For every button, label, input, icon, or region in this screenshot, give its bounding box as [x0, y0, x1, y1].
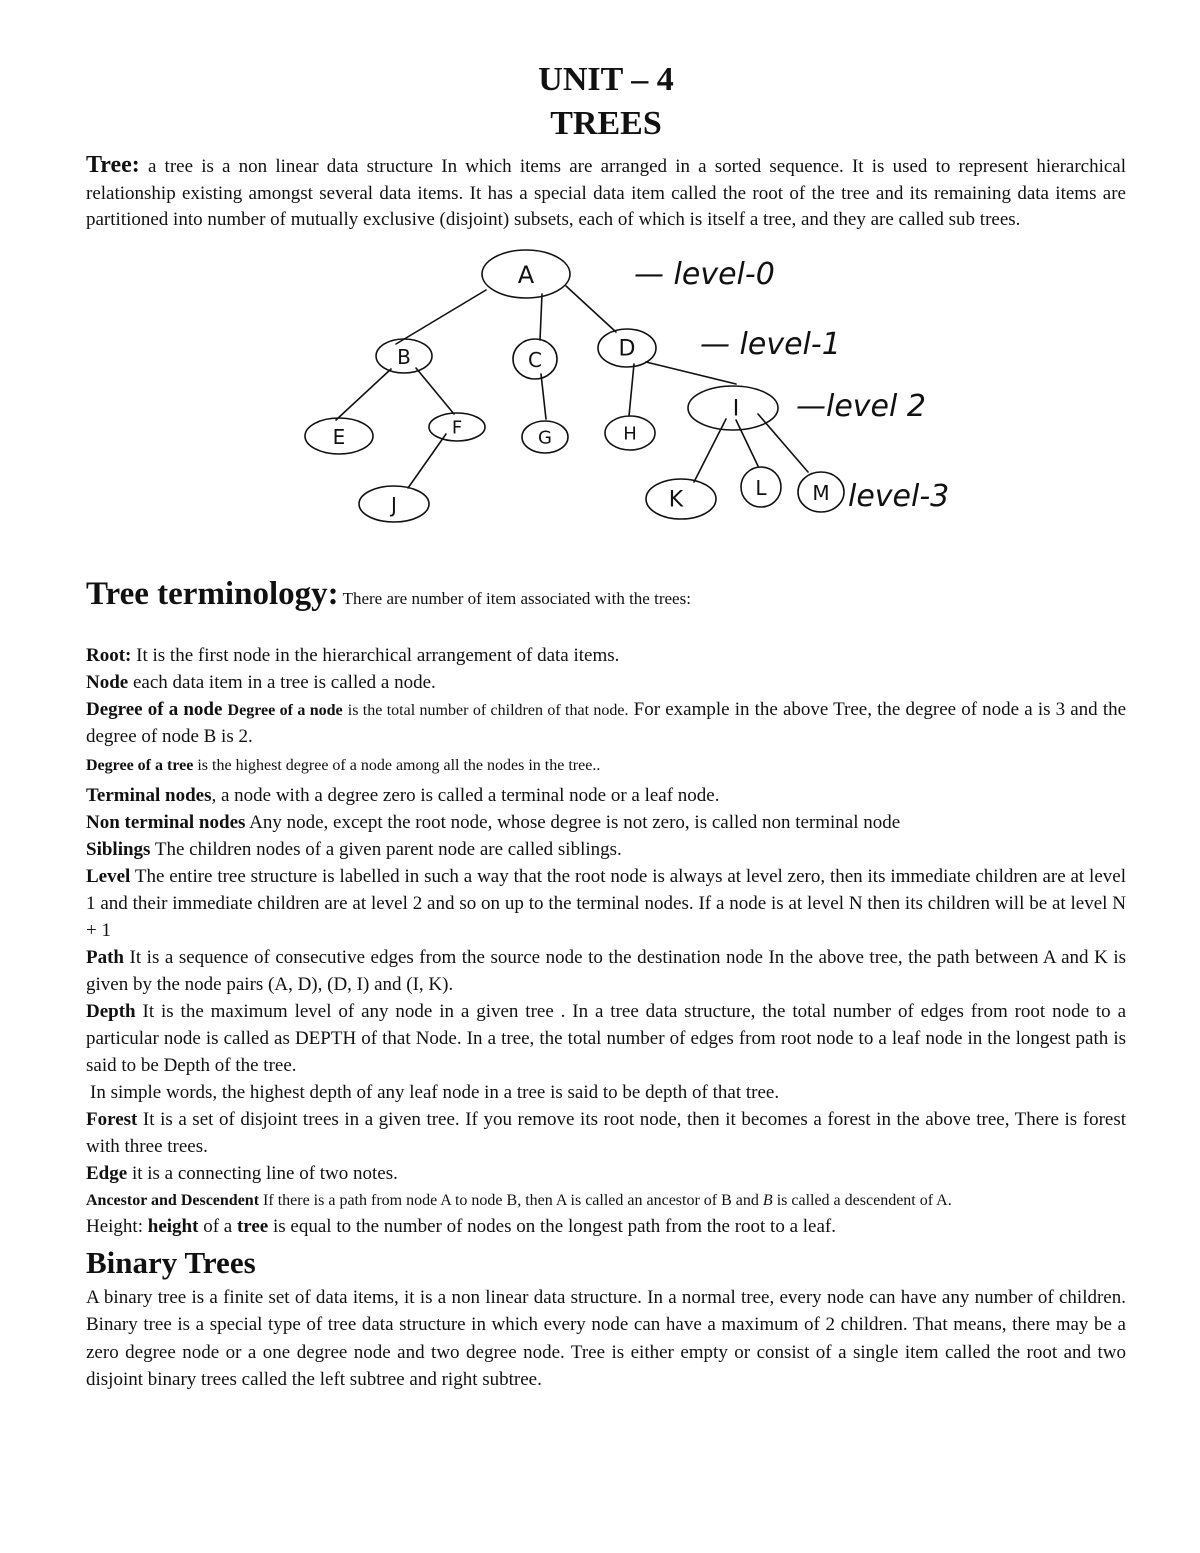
def-depth-term: Depth [86, 1000, 136, 1022]
def-root-text: It is the first node in the hierarchical arrangement of data items. [136, 644, 620, 666]
def-depth-note: In simple words, the highest depth of any leaf node in a tree is said to be depth of that tree. [90, 1081, 780, 1103]
def-root-term: Root: [86, 644, 132, 666]
def-non-terminal-text: Any node, except the root node, whose degree is not zero, is called non terminal node [249, 811, 901, 833]
def-path-text: It is a sequence of consecutive edges from the source node to the destination node In the above tree, the path between A and K is given by the node pairs (A, D), (D, I) and (I, K). [86, 946, 1126, 995]
tree-label: Tree: [86, 152, 140, 178]
def-degree-tree-text: is the highest degree of a node among all the nodes in the tree.. [197, 756, 601, 774]
terminology-list [86, 642, 1126, 1240]
def-node-term: Node [86, 671, 129, 693]
level-1-label: — level-1 [700, 326, 841, 362]
def-siblings-term: Siblings [86, 838, 151, 860]
def-ancestor-text-a: If there is a path from node A to node B, then A is called an ancestor of B and [263, 1191, 759, 1209]
edge-f-j [408, 434, 446, 488]
topic-title: TREES [550, 105, 662, 142]
def-terminal-term: Terminal nodes [86, 784, 212, 806]
edge-b-f [416, 368, 454, 414]
edge-a-b [396, 290, 486, 344]
binary-trees-text: A binary tree is a finite set of data items, it is a non linear data structure. In a normal tree, every node can have any number of children. Binary tree is a special type of tree data structure in which every node can have a maximum of 2 children. That means, there may be a zero degree node or a one degree node and two degree node. Tree is either empty or consist of a single item called the root and two disjoint binary trees called the left subtree and right subtree. [86, 1286, 1126, 1390]
def-terminal [86, 782, 1126, 809]
node-e-label: E [332, 424, 346, 449]
level-2-label: —level 2 [796, 388, 926, 424]
tree-definition-text: a tree is a non linear data structure In which items are arranged in a sorted sequence. It is used to represent hierarchical relationship existing amongst several data items. It has a special data item called the root of the tree and its remaining data items are partitioned into number of mutually exclusive (disjoint) subsets, each of which is itself a tree, and they are called sub trees. [86, 156, 1127, 230]
def-path-term: Path [86, 946, 124, 968]
def-level-text: The entire tree structure is labelled in such a way that the root node is always at level zero, then its immediate children are at level 1 and their immediate children are at level 2 and so on up to the terminal nodes. If a node is at level N then its children will be at level N + 1 [86, 865, 1126, 941]
def-ancestor-b: B [762, 1191, 773, 1209]
node-g-label: G [538, 427, 552, 448]
tree-diagram [86, 244, 1126, 562]
def-depth [86, 998, 1126, 1079]
def-ancestor [86, 1189, 1126, 1213]
def-root [86, 642, 1126, 669]
level-0-label: — level-0 [634, 256, 775, 292]
node-f-label: F [451, 417, 463, 438]
def-height-term: height [147, 1215, 199, 1237]
def-path [86, 944, 1126, 998]
node-h-label: H [623, 423, 637, 444]
def-siblings-text: The children nodes of a given parent node are called siblings. [154, 838, 622, 860]
def-height-text: is equal to the number of nodes on the longest path from the root to a leaf. [273, 1215, 836, 1237]
node-b-label: B [397, 344, 411, 369]
def-edge-text: it is a connecting line of two notes. [131, 1162, 398, 1184]
tree-diagram-svg [86, 244, 1126, 562]
def-node [86, 669, 1126, 696]
def-degree-node [86, 696, 1126, 750]
def-degree-node-text-b: For example in the above Tree, the degree of node a is 3 and the degree of node B is 2. [86, 698, 1127, 747]
edge-b-e [336, 369, 391, 420]
def-level [86, 863, 1126, 944]
def-degree-node-term: Degree of a node [86, 698, 223, 720]
edge-c-g [541, 374, 546, 419]
def-forest-text: It is a set of disjoint trees in a given tree. If you remove its root node, then it becomes a forest in the above tree, There is forest with three trees. [86, 1108, 1127, 1157]
terminology-heading-line [86, 574, 1126, 619]
def-edge [86, 1160, 1126, 1187]
def-height-tree: tree [236, 1215, 269, 1237]
def-edge-term: Edge [86, 1162, 128, 1184]
node-i-label: I [732, 396, 740, 421]
def-height-lead: Height: [86, 1215, 143, 1237]
def-non-terminal [86, 809, 1126, 836]
binary-trees-heading: Binary Trees [86, 1244, 256, 1280]
def-non-terminal-term: Non terminal nodes [86, 811, 246, 833]
edge-d-i [646, 362, 736, 384]
edge-a-c [540, 294, 542, 340]
tree-definition [86, 152, 1126, 234]
edge-a-d [566, 286, 616, 332]
def-forest-term: Forest [86, 1108, 138, 1130]
unit-title: UNIT – 4 [538, 61, 674, 98]
def-degree-tree-term: Degree of a tree [86, 756, 194, 774]
def-height [86, 1213, 1126, 1240]
def-node-text: each data item in a tree is called a node. [132, 671, 436, 693]
edge-i-k [694, 419, 726, 482]
node-m-label: M [812, 480, 830, 505]
node-a-label: A [517, 260, 535, 289]
node-l-label: L [755, 475, 767, 500]
def-depth-text: It is the maximum level of any node in a given tree . In a tree data structure, the total number of edges from root node to a particular node is called as DEPTH of that Node. In a tree, the total number of edges from root node to a leaf node in the longest path is said to be Depth of the tree. [86, 1000, 1127, 1076]
def-forest [86, 1106, 1126, 1160]
node-j-label: J [391, 492, 397, 517]
def-level-term: Level [86, 865, 131, 887]
terminology-heading: Tree terminology: [86, 575, 339, 612]
document-page [86, 58, 1126, 1394]
level-3-label: level-3 [848, 478, 950, 514]
node-c-label: C [528, 347, 542, 372]
def-height-of: of a [203, 1215, 233, 1237]
def-degree-node-term2: Degree of a node [227, 701, 343, 719]
node-k-label: K [668, 487, 684, 512]
def-ancestor-term: Ancestor and Descendent [86, 1191, 260, 1209]
def-ancestor-text-b: is called a descendent of A. [776, 1191, 952, 1209]
def-degree-node-text-a: is the total number of children of that node. [347, 701, 629, 719]
def-siblings [86, 836, 1126, 863]
terminology-subtitle: There are number of item associated with the trees: [342, 588, 691, 608]
node-d-label: D [618, 336, 636, 361]
def-degree-tree [86, 754, 1126, 778]
def-terminal-text: , a node with a degree zero is called a terminal node or a leaf node. [211, 784, 720, 806]
edge-d-h [629, 364, 634, 416]
